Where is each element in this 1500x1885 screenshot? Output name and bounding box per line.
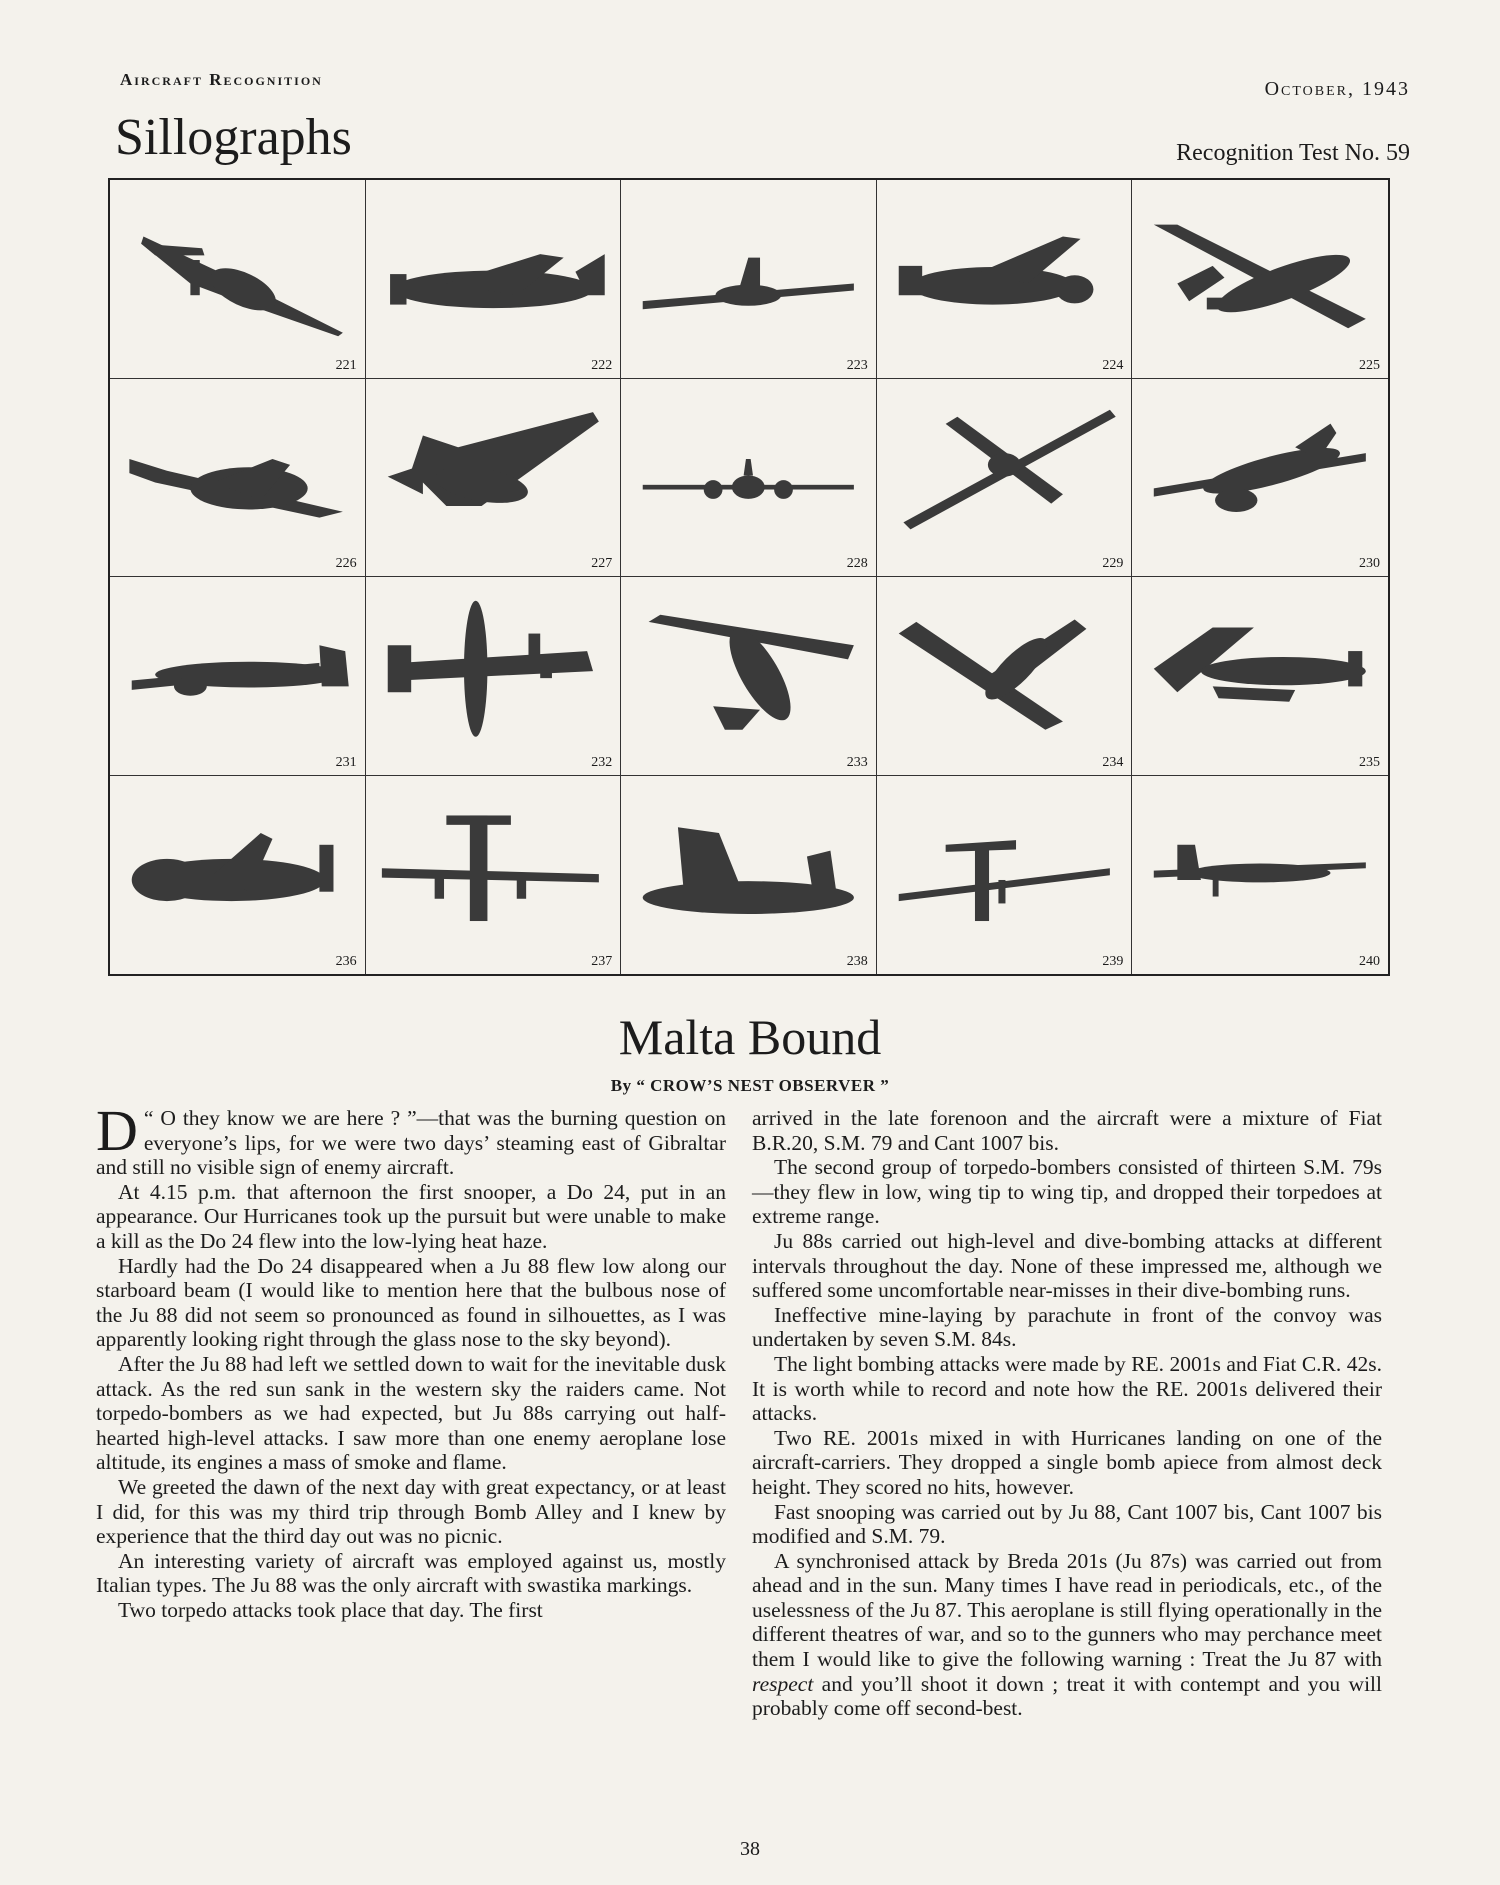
silhouette-shape [649, 615, 854, 730]
aircraft-silhouette-228 [631, 389, 866, 553]
aircraft-silhouette-225 [1142, 190, 1378, 354]
silhouette-number: 221 [335, 357, 357, 373]
silhouette-number: 234 [1102, 754, 1124, 770]
paragraph: Hardly had the Do 24 disappeared when a Ju 88 flew low along our starboard beam (I would like to mention here that the bulbous nose of the Ju 88 did not seem so pronounced as found in silhouettes, as I was apparently looking right through the glass nose to the sky beyond). [96, 1253, 726, 1352]
silhouette-number: 226 [335, 556, 357, 571]
paragraph: arrived in the late forenoon and the aircraft were a mixture of Fiat B.R.20, S.M. 79 and Cant 1007 bis. [752, 1106, 1382, 1155]
test-label: Recognition Test No. 59 [1176, 140, 1410, 166]
aircraft-silhouette-238 [631, 786, 866, 951]
silhouette-shape [1154, 844, 1366, 896]
paragraph [96, 1098, 726, 1180]
article-column-right [752, 1106, 1382, 1721]
paragraph: Ju 88s carried out high-level and dive-bombing attacks at different intervals throughout the day. None of these impressed me, although we suffered some uncomfortable near-misses in their dive-bombing runs. [752, 1228, 1382, 1303]
paragraph: We greeted the dawn of the next day with great expectancy, or at least I did, for this was my third trip through Bomb Alley and I knew by experience that the third day out was no picnic. [96, 1474, 726, 1549]
silhouette-shape [899, 619, 1087, 729]
silhouette-cell [621, 180, 877, 379]
silhouette-cell [110, 180, 366, 379]
aircraft-silhouette-227 [376, 389, 611, 553]
aircraft-silhouette-233 [631, 587, 866, 751]
silhouette-shape [903, 409, 1115, 529]
silhouette-number: 230 [1359, 556, 1380, 571]
article-column-left [96, 1098, 726, 1622]
paragraph: The light bombing attacks were made by RE. 2001s and Fiat C.R. 42s. It is worth while to record and note how the RE. 2001s delivered their attacks. [752, 1351, 1382, 1426]
silhouette-cell [877, 180, 1133, 379]
silhouette-number: 222 [591, 357, 613, 373]
silhouette-number: 229 [1102, 556, 1124, 571]
aircraft-silhouette-229 [887, 389, 1122, 553]
aircraft-silhouette-237 [376, 786, 611, 951]
silhouette-shape [129, 459, 342, 518]
paragraph: Two RE. 2001s mixed in with Hurricanes landing on one of the aircraft-carriers. They dropped a single bomb apiece from almost deck height. They scored no hits, however. [752, 1425, 1382, 1499]
silhouette-number: 225 [1359, 357, 1380, 373]
silhouette-number: 227 [591, 556, 613, 571]
aircraft-silhouette-239 [887, 786, 1122, 951]
paragraph: Ineffective mine-laying by parachute in front of the convoy was undertaken by seven S.M. 84s. [752, 1302, 1382, 1352]
silhouette-shape [141, 237, 343, 337]
silhouette-number: 223 [846, 357, 868, 373]
page-number: 38 [740, 1838, 760, 1860]
silhouette-cell [110, 379, 366, 578]
silhouette-cell [1132, 776, 1388, 975]
silhouette-number: 239 [1102, 954, 1124, 969]
silhouette-number: 228 [846, 556, 868, 571]
silhouette-shape [643, 258, 854, 310]
aircraft-silhouette-234 [887, 587, 1122, 751]
silhouette-number: 231 [335, 754, 357, 770]
silhouette-number: 235 [1359, 754, 1380, 770]
silhouette-shape [643, 459, 854, 499]
aircraft-silhouette-235 [1142, 587, 1378, 751]
silhouette-shape [381, 815, 598, 921]
silhouette-cell [877, 776, 1133, 975]
silhouette-shape [390, 254, 605, 308]
silhouette-cell [110, 577, 366, 776]
silhouette-cell [366, 180, 622, 379]
paragraph: The second group of torpedo-bombers consisted of thirteen S.M. 79s—they flew in low, wing tip to wing tip, and dropped their torpedoes at extreme range. [752, 1155, 1382, 1229]
silhouette-number: 237 [591, 954, 613, 969]
aircraft-silhouette-231 [120, 587, 355, 751]
silhouette-cell [366, 577, 622, 776]
silhouette-shape [132, 645, 349, 695]
paragraph-text: O they know we are here ? ”—that was the burning question on everyone’s lips, for we were two days’ steaming east of Gibraltar and still no visible sign of enemy aircraft. [96, 1106, 726, 1180]
paragraph: An interesting variety of aircraft was employed against us, mostly Italian types. The Ju 88 was the only aircraft with swastika markings. [96, 1548, 726, 1598]
silhouette-number: 236 [335, 954, 357, 969]
paragraph: Fast snooping was carried out by Ju 88, Cant 1007 bis, Cant 1007 bis modified and S.M. 79. [752, 1499, 1382, 1549]
silhouette-cell [1132, 577, 1388, 776]
silhouette-number: 224 [1102, 357, 1124, 373]
silhouette-cell [366, 776, 622, 975]
aircraft-silhouette-221 [120, 190, 355, 354]
silhouette-grid [108, 178, 1390, 976]
silhouette-number: 238 [846, 954, 868, 969]
silhouette-cell [366, 379, 622, 578]
aircraft-silhouette-223 [631, 190, 866, 354]
silhouette-shape [1154, 628, 1366, 702]
publication-name: Aircraft Recognition [120, 70, 323, 89]
silhouette-shape [899, 237, 1094, 305]
silhouette-cell [1132, 379, 1388, 578]
aircraft-silhouette-230 [1142, 389, 1378, 553]
silhouette-shape [1154, 225, 1366, 329]
silhouette-shape [387, 412, 598, 509]
aircraft-silhouette-224 [887, 190, 1122, 354]
emphasis-text: respect [752, 1671, 814, 1696]
paragraph: Two torpedo attacks took place that day. The first [118, 1597, 543, 1622]
section-title: Sillographs [115, 109, 352, 166]
silhouette-cell [621, 776, 877, 975]
drop-cap: D [96, 1098, 138, 1163]
silhouette-shape [132, 833, 334, 901]
aircraft-silhouette-236 [120, 786, 355, 951]
paragraph [752, 1549, 1382, 1721]
paragraph: At 4.15 p.m. that afternoon the first snooper, a Do 24, put in an appearance. Our Hurricanes took up the pursuit but were unable to make a kill as the Do 24 flew into the low-lying heat haze. [96, 1179, 726, 1253]
issue-date: October, 1943 [1264, 78, 1410, 100]
silhouette-cell [621, 577, 877, 776]
silhouette-number: 233 [846, 754, 868, 770]
paragraph-text: and you’ll shoot it down ; treat it with contempt and you will probably come off second-best. [752, 1671, 1382, 1721]
silhouette-cell [621, 379, 877, 578]
silhouette-shape [643, 827, 854, 914]
silhouette-cell [1132, 180, 1388, 379]
aircraft-silhouette-222 [376, 190, 611, 354]
silhouette-shape [1154, 423, 1366, 511]
silhouette-cell [877, 577, 1133, 776]
aircraft-silhouette-232 [376, 587, 611, 751]
aircraft-silhouette-226 [120, 389, 355, 553]
silhouette-shape [899, 840, 1110, 921]
paragraph-text: A synchronised attack by Breda 201s (Ju 87s) was carried out from ahead and in the sun. Many times I have read in periodicals, etc., of the uselessness of the Ju 87. This aeroplane is still flying operationally in the different theatres of war, and so to the gunners who may perchance meet them I would like to give the following warning : Treat the Ju 87 with [752, 1548, 1382, 1672]
silhouette-shape [387, 601, 592, 737]
silhouette-cell [110, 776, 366, 975]
article-title: Malta Bound [618, 1009, 882, 1065]
silhouette-cell [877, 379, 1133, 578]
silhouette-number: 232 [591, 754, 613, 770]
article-byline: By “ CROW’S NEST OBSERVER ” [610, 1076, 890, 1095]
opening-quote: “ [143, 1106, 154, 1130]
paragraph: After the Ju 88 had left we settled down to wait for the inevitable dusk attack. As the red sun sank in the western sky the raiders came. Not torpedo-bombers as we had expected, but Ju 88s carrying out half-hearted high-level attacks. I saw more than one enemy aeroplane lose altitude, its engines a mass of smoke and flame. [96, 1351, 726, 1475]
silhouette-number: 240 [1359, 954, 1380, 969]
aircraft-silhouette-240 [1142, 786, 1378, 951]
